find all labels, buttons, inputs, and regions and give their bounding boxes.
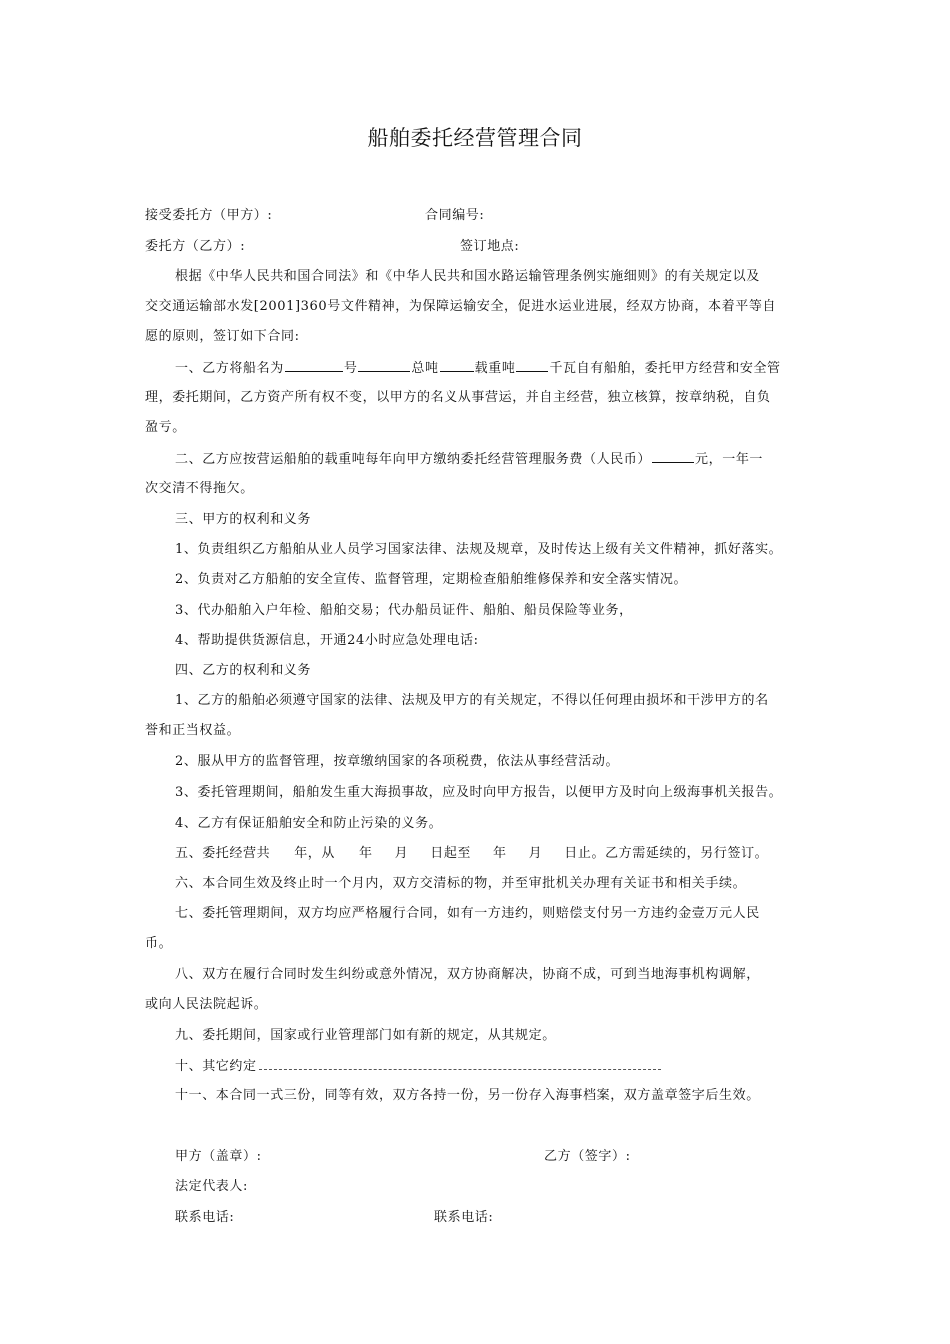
preamble-line-2: 交交通运输部水发[2001]360号文件精神，为保障运输安全，促进水运业进展，经双方协商，本着平等自	[145, 299, 777, 314]
clause-1-text-a: 一、乙方将船名为	[175, 361, 284, 376]
contract-number-label: 合同编号:	[425, 208, 485, 223]
clause-5-text-b: 年，从	[294, 846, 336, 861]
clause-7-line-2: 币。	[145, 936, 173, 951]
document-title: 船舶委托经营管理合同	[367, 126, 583, 150]
clause-2-line-2: 次交清不得拖欠。	[145, 481, 254, 496]
clause-5-line	[175, 845, 768, 863]
section-4-item-2: 2、服从甲方的监督管理，按章缴纳国家的各项税费，依法从事经营活动。	[175, 754, 620, 769]
clause-2-line-1	[175, 450, 763, 469]
clause-1-text-e: 千瓦自有船舶，委托甲方经营和安全管	[549, 361, 781, 376]
clause-1-text-b: 号	[343, 361, 358, 376]
party-b-label: 委托方（乙方）:	[145, 239, 246, 254]
section-4-item-4: 4、乙方有保证船舶安全和防止污染的义务。	[175, 816, 443, 831]
preamble-line-3: 愿的原则，签订如下合同:	[145, 329, 300, 344]
clause-5-text-e: 日起至	[430, 846, 472, 861]
fee-amount-blank	[652, 450, 694, 463]
clause-5-text-c: 年	[359, 846, 373, 861]
other-terms-dashed-blank	[259, 1057, 661, 1070]
clause-5-text-f: 年	[493, 846, 507, 861]
clause-10-line	[175, 1057, 661, 1076]
deadweight-blank	[516, 359, 548, 372]
ship-number-blank	[358, 359, 410, 372]
party-a-seal-label: 甲方（盖章）:	[175, 1149, 262, 1164]
clause-5-text-d: 月	[394, 846, 409, 861]
sign-place-label: 签订地点:	[460, 239, 520, 254]
section-3-item-4: 4、帮助提供货源信息，开通24小时应急处理电话:	[175, 633, 479, 648]
section-4-item-1-line-2: 誉和正当权益。	[145, 723, 241, 738]
party-a-phone-label: 联系电话:	[175, 1210, 235, 1225]
clause-9: 九、委托期间，国家或行业管理部门如有新的规定，从其规定。	[175, 1028, 556, 1043]
clause-5-text-a: 五、委托经营共	[175, 846, 271, 861]
legal-representative-label: 法定代表人:	[175, 1179, 248, 1194]
section-4-heading: 四、乙方的权利和义务	[175, 663, 312, 678]
party-a-label: 接受委托方（甲方）:	[145, 208, 273, 223]
section-3-item-2: 2、负责对乙方船舶的安全宣传、监督管理，定期检查船舶维修保养和安全落实情况。	[175, 572, 688, 587]
party-b-phone-label: 联系电话:	[434, 1210, 494, 1225]
section-3-item-1: 1、负责组织乙方船舶从业人员学习国家法律、法规及规章，及时传达上级有关文件精神，抓好落实。	[175, 542, 783, 557]
section-4-item-1-line-1: 1、乙方的船舶必须遵守国家的法律、法规及甲方的有关规定，不得以任何理由损坏和干涉甲方的名	[175, 693, 769, 708]
clause-1-text-c: 总吨	[411, 361, 439, 376]
clause-2-text-a: 二、乙方应按营运船舶的载重吨每年向甲方缴纳委托经营管理服务费（人民币）	[175, 452, 652, 467]
clause-1-line-1	[175, 359, 781, 378]
clause-5-text-g: 月	[528, 846, 543, 861]
gross-tonnage-blank	[440, 359, 474, 372]
clause-1-text-d: 载重吨	[474, 361, 516, 376]
clause-5-text-h: 日止。乙方需延续的，另行签订。	[564, 846, 769, 861]
clause-11: 十一、本合同一式三份，同等有效，双方各持一份，另一份存入海事档案，双方盖章签字后生效。	[175, 1088, 760, 1103]
clause-2-text-b: 元，一年一	[695, 452, 764, 467]
clause-10-text: 十、其它约定	[175, 1059, 257, 1074]
section-4-item-3: 3、委托管理期间，船舶发生重大海损事故，应及时向甲方报告，以便甲方及时向上级海事机关报告。	[175, 785, 783, 800]
clause-8-line-1: 八、双方在履行合同时发生纠纷或意外情况，双方协商解决，协商不成，可到当地海事机构调解，	[175, 967, 760, 982]
party-b-sign-label: 乙方（签字）:	[544, 1149, 631, 1164]
clause-1-line-2: 理，委托期间，乙方资产所有权不变，以甲方的名义从事营运，并自主经营，独立核算，按章纳税，自负	[145, 390, 771, 405]
section-3-heading: 三、甲方的权利和义务	[175, 512, 312, 527]
ship-name-blank	[285, 359, 343, 372]
clause-8-line-2: 或向人民法院起诉。	[145, 997, 268, 1012]
preamble-line-1: 根据《中华人民共和国合同法》和《中华人民共和国水路运输管理条例实施细则》的有关规定以及	[175, 269, 760, 284]
clause-7-line-1: 七、委托管理期间，双方均应严格履行合同，如有一方违约，则赔偿支付另一方违约金壹万元人民	[175, 906, 760, 921]
section-3-item-3: 3、代办船舶入户年检、船舶交易；代办船员证件、船舶、船员保险等业务，	[175, 603, 633, 618]
clause-6: 六、本合同生效及终止时一个月内，双方交清标的物，并至审批机关办理有关证书和相关手续。	[175, 876, 747, 891]
clause-1-line-3: 盈亏。	[145, 420, 186, 435]
